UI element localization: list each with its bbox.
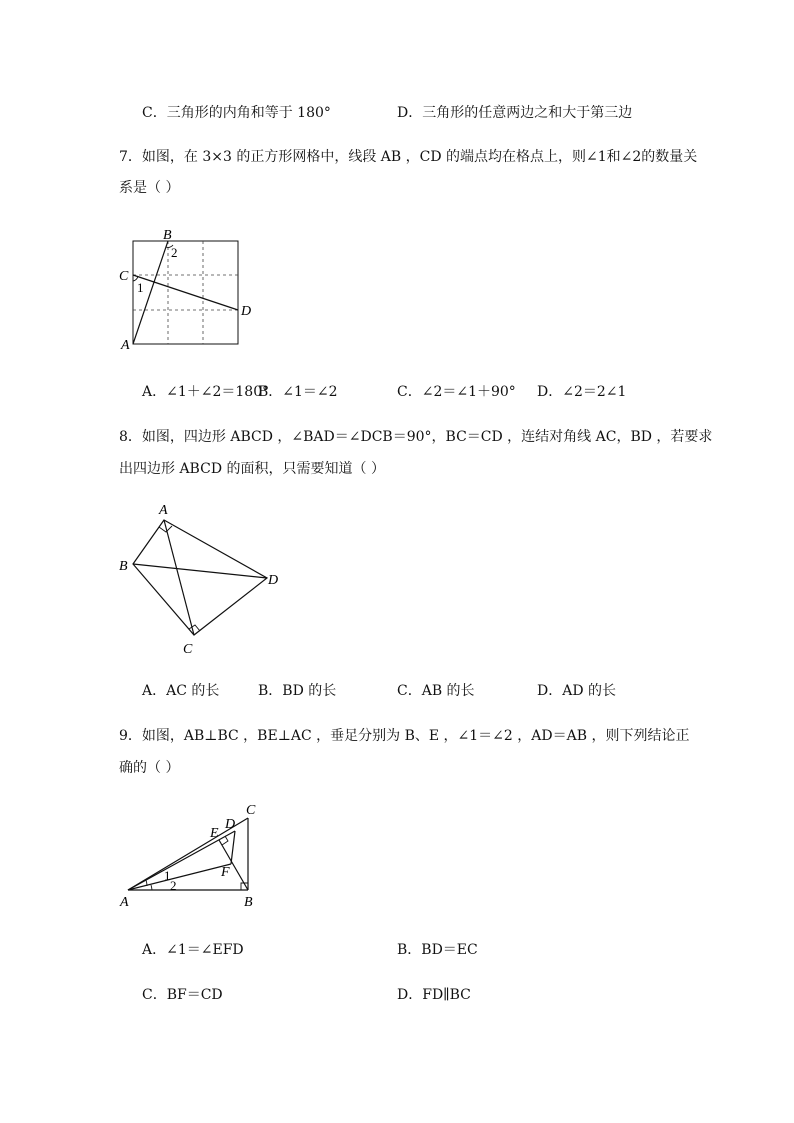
q8-label-d: D: [268, 573, 279, 588]
q9-option-c: C．BF＝CD: [142, 987, 223, 1003]
q9-label-1: 1: [164, 868, 171, 883]
q8-label-c: C: [183, 642, 193, 657]
q7-label-b: B: [163, 228, 172, 243]
q9-stem-line2: 确的（ ）: [119, 760, 180, 776]
q9-label-c: C: [246, 803, 256, 818]
q7-label-c: C: [119, 269, 129, 284]
q8-option-d: D．AD 的长: [537, 683, 617, 699]
q9-label-d: D: [225, 817, 236, 832]
q9-label-f: F: [221, 865, 230, 880]
q7-segment-cd: [133, 275, 238, 310]
q9-segment-fd: [231, 831, 235, 864]
q7-option-d: D．∠2＝2∠1: [537, 384, 627, 400]
q7-option-b: B．∠1＝∠2: [258, 384, 338, 400]
q6-option-d: D．三角形的任意两边之和大于第三边: [397, 105, 633, 121]
q8-stem-line2: 出四边形 ABCD 的面积，只需要知道（ ）: [119, 461, 385, 477]
q9-label-a: A: [120, 895, 129, 910]
q7-stem-line1: 7．如图，在 3×3 的正方形网格中，线段 AB ，CD 的端点均在格点上，则∠1和∠2的数量关: [119, 149, 698, 165]
q7-option-a: A．∠1＋∠2＝180°: [142, 384, 270, 400]
q7-label-1: 1: [137, 280, 144, 295]
q8-option-a: A．AC 的长: [142, 683, 220, 699]
q9-label-2: 2: [170, 878, 177, 893]
q9-option-a: A．∠1＝∠EFD: [142, 942, 244, 958]
q6-option-c: C．三角形的内角和等于 180°: [142, 105, 331, 121]
q9-figure: [114, 800, 274, 912]
q9-angle-2-arc: [151, 885, 152, 890]
q7-option-c: C．∠2＝∠1＋90°: [397, 384, 516, 400]
q7-stem-line2: 系是（ ）: [119, 180, 180, 196]
q7-label-d: D: [241, 304, 252, 319]
q7-label-a: A: [121, 338, 130, 353]
q8-label-a: A: [159, 503, 168, 518]
q7-figure: [115, 225, 265, 355]
q8-figure: [112, 498, 292, 660]
q9-segment-ad: [128, 831, 235, 890]
q7-label-2: 2: [171, 245, 178, 260]
q9-option-b: B．BD＝EC: [397, 942, 478, 958]
q8-option-c: C．AB 的长: [397, 683, 475, 699]
q8-stem-line1: 8．如图，四边形 ABCD ，∠BAD＝∠DCB＝90°，BC＝CD ，连结对角线 AC，BD ，若要求: [119, 429, 713, 445]
q8-right-angle-c: [189, 625, 200, 631]
q8-quadrilateral: [133, 520, 267, 635]
q9-stem-line1: 9．如图，AB⊥BC ，BE⊥AC ，垂足分别为 B、E ，∠1＝∠2 ，AD＝AB ，则下列结论正: [119, 728, 690, 744]
q8-option-b: B．BD 的长: [258, 683, 337, 699]
q9-label-b: B: [244, 895, 253, 910]
q9-label-e: E: [210, 826, 219, 841]
q9-segment-af: [128, 864, 231, 890]
q8-label-b: B: [119, 559, 128, 574]
q9-option-d: D．FD∥BC: [397, 987, 471, 1003]
